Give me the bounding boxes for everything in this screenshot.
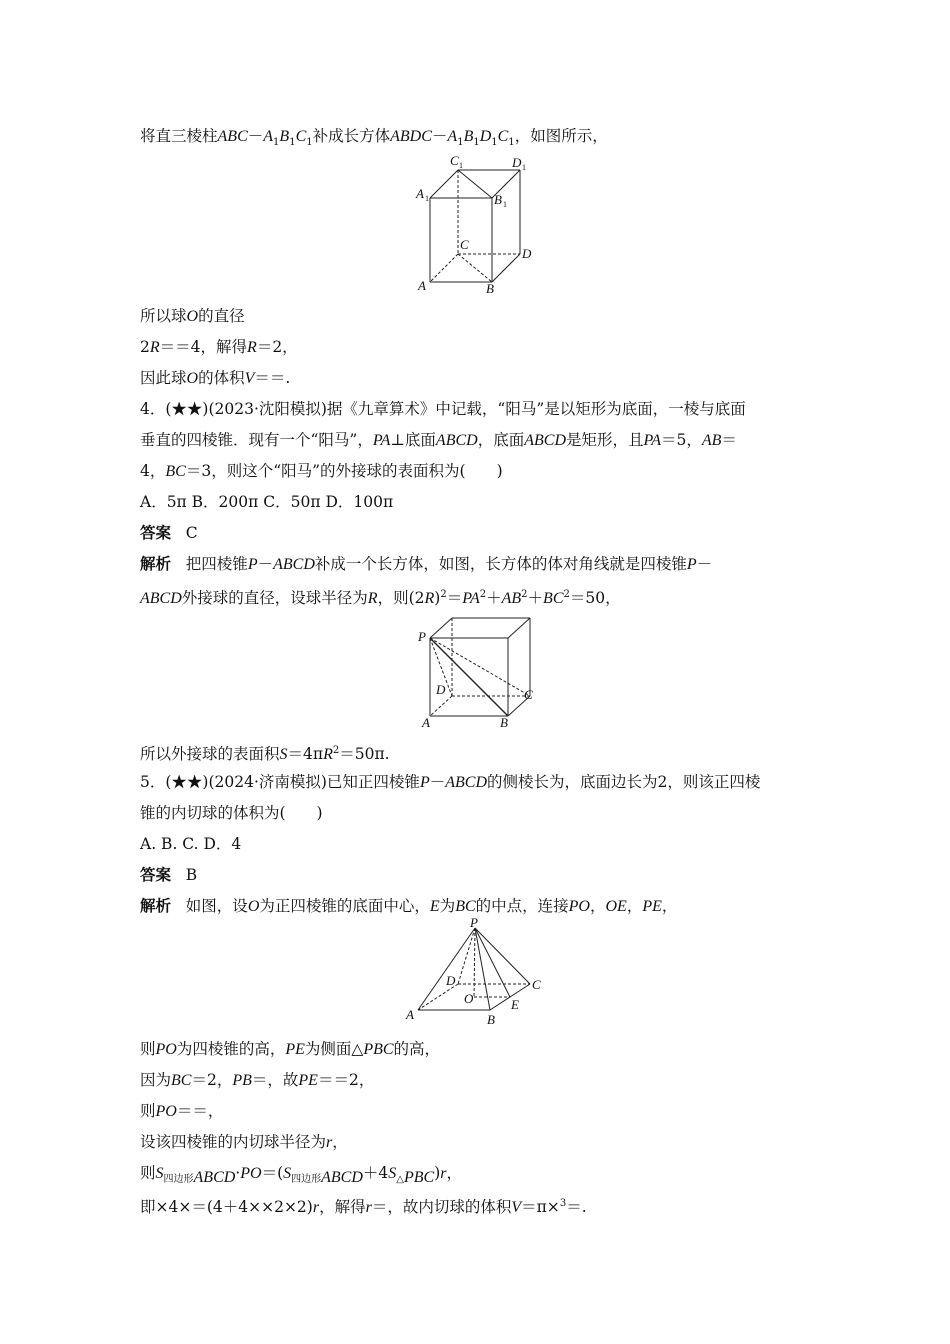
answer-4 [140,523,198,543]
text-line-2: 所以球O的直径 [140,307,245,325]
question-4-line-2: 垂直的四棱锥．现有一个“阳马”，PA⊥底面ABCD，底面ABCD是矩形，且PA＝5，AB＝ [140,431,737,449]
solution-5-line-4: 则PO＝＝， [140,1102,224,1120]
question-4-line-3: 4，BC＝3，则这个“阳马”的外接球的表面积为( ) [140,462,503,480]
answer-label: 答案 [140,523,172,542]
figure-regular-pyramid [400,918,550,1030]
answer-label: 答案 [140,865,172,884]
question-4-line-1: 4．(★★)(2023·沈阳模拟)据《九章算术》中记载，“阳马”是以矩形为底面，一棱与底面 [140,400,746,418]
label-B: B [487,1012,495,1027]
label-C1-sub: 1 [459,161,463,170]
label-B1: B [494,192,502,207]
label-P: P [470,918,478,930]
label-D: D [522,246,532,261]
solution-4-line-1: 解析 把四棱锥P－ABCD补成一个长方体，如图，长方体的体对角线就是四棱锥P－ [140,554,713,573]
label-B1-sub: 1 [503,200,507,209]
intro-line: 将直三棱柱$ABC-A_1B_1C_1$补成长方体$ABDC-A_1B_1D_1C_1$，如图所示， [140,127,608,149]
solution-5-line-1: 解析 如图，设O为正四棱锥的底面中心，E为BC的中点，连接PO，OE，PE， [140,896,678,915]
figure-yangma-box [410,612,550,734]
label-E: E [511,997,519,1012]
label-B: B [500,715,508,730]
answer-value: B [185,866,198,884]
label-C: C [532,977,541,992]
solution-5-line-5: 设该四棱锥的内切球半径为r， [140,1133,348,1151]
solution-5-line-7: 即×4×＝(4＋4××2×2)r，解得r＝，故内切球的体积V＝π×$^3$＝. [140,1198,587,1217]
label-C: C [460,237,469,252]
question-4-options: A．5π B．200π C．50π D．100π [140,493,394,511]
answer-value: C [185,524,198,542]
label-A1-sub: 1 [425,194,429,203]
solution-4-line-3: 所以外接球的表面积$S=4\pi R^2=50\pi$. [140,745,390,764]
label-A: A [406,1007,414,1022]
label-C1: C [450,153,459,168]
label-D1: D [512,155,522,170]
question-5-options: A. B. C. D．4 [140,835,242,853]
solution-5-line-2: 则PO为四棱锥的高，PE为侧面△PBC的高， [140,1040,441,1058]
label-D: D [436,682,446,697]
label-A: A [418,278,426,293]
solution-label: 解析 [140,554,172,573]
text-line-3: 2R＝＝4，解得R＝2， [140,338,298,356]
solution-5-line-6: 则$S_{四边形ABCD}\cdot PO=(S_{四边形ABCD}+4S_{\triangle PBC})r$， [140,1164,463,1187]
solution-5-line-3: 因为BC＝2，PB＝，故PE＝＝2， [140,1071,375,1089]
label-O: O [464,991,474,1006]
label-A: A [422,715,430,730]
answer-5 [140,865,197,885]
label-D1-sub: 1 [522,163,526,172]
label-D: D [446,973,456,988]
question-5-line-2: 锥的内切球的体积为( ) [140,804,323,822]
label-C: C [524,687,533,702]
figure-prism-box [410,150,540,300]
label-P: P [418,629,426,644]
label-A1: A [416,186,424,201]
solution-4-line-2: ABCD外接球的直径，设球半径为R，则$(2R)^2=PA^2+AB^2+BC^2=50$， [140,589,621,608]
solution-label: 解析 [140,896,172,915]
text-line-4: 因此球O的体积V＝＝. [140,369,291,387]
label-B: B [486,281,494,296]
question-5-line-1: 5．(★★)(2024·济南模拟)已知正四棱锥P－ABCD的侧棱长为，底面边长为2，则该正四棱 [140,773,761,791]
